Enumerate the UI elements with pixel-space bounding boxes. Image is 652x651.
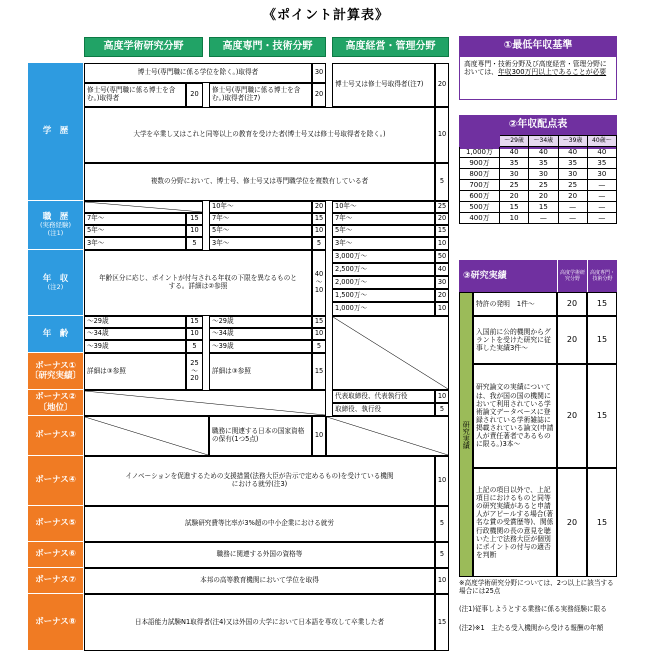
bonus2-pts: 10 (435, 390, 449, 403)
panel3-side: 研究実績 (459, 292, 473, 577)
panel2-title: ②年収配点表 (459, 115, 617, 135)
panel3-footnote: ※高度学術研究分野については、2つ以上に該当する場合には25点 (459, 579, 614, 595)
income-management-row: 2,000万〜 (332, 276, 435, 289)
age-technical-pts: 10 (312, 328, 326, 340)
category-experience: 職 歴 (実務経験) (注1) (28, 201, 83, 250)
income-management-row: 3,000万〜 (332, 250, 435, 263)
table-row: 400万 10 — — — (460, 213, 617, 224)
exp-management-row: 3年〜 (332, 237, 435, 250)
age-technical-row: 〜39歳 (209, 340, 312, 353)
note-1: (注1)従事しようとする業務に係る実務経験に限る (459, 605, 607, 613)
panel3-col2: 高度専門・技術分野 (587, 260, 617, 292)
income-table: 〜29歳 〜34歳 〜39歳 40歳〜 1,000万 40 40 40 40 900万 35 35 35 35 800万 30 30 30 30 700万 25 25 25 — 600万 20 20 20 — 500万 15 15 — — 400万 10 — — — (459, 135, 617, 224)
research-pts-technical: 15 (587, 316, 617, 364)
exp-technical-pts: 15 (312, 213, 326, 225)
panel1-title: ①最低年収基準 (459, 36, 617, 56)
income-points-range: 40 〜 10 (312, 250, 326, 316)
category-age: 年 齢 (28, 316, 83, 353)
edu-master-technical-points: 20 (312, 83, 326, 107)
exp-management-pts: 15 (435, 225, 449, 237)
bonus3-text: 職務に関連する日本の国家資格の保有(1つ5点) (209, 416, 312, 456)
research-pts-academic: 20 (557, 468, 587, 577)
bonus3-management-empty (326, 416, 449, 456)
category-bonus6: ボーナス⑥ (28, 542, 83, 568)
category-bonus8: ボーナス⑧ (28, 594, 83, 651)
table-row: 500万 15 15 — — (460, 202, 617, 213)
table-row: 900万 35 35 35 35 (460, 158, 617, 169)
panel3-title: ③研究実績 (459, 260, 557, 292)
bonus2-row: 代表取締役、代表執行役 (332, 390, 435, 403)
age-academic-pts: 5 (186, 340, 203, 353)
income-management-pts: 20 (435, 289, 449, 302)
exp-academic-row: 3年〜 (84, 237, 186, 250)
age-technical-row: 〜34歳 (209, 328, 312, 340)
exp-technical-row: 3年〜 (209, 237, 312, 250)
header-management: 高度経営・管理分野 (332, 37, 449, 57)
exp-technical-row: 10年〜 (209, 201, 312, 213)
bonus5-text: 試験研究費等比率が3%超の中小企業における就労 (84, 506, 435, 542)
exp-technical-pts: 10 (312, 225, 326, 237)
bonus4-text: イノベーションを促進するための支援措置(法務大臣が告示で定めるもの)を受けている機関における就労(注3) (84, 456, 435, 506)
exp-academic-row: 5年〜 (84, 225, 186, 237)
bonus2-empty (84, 390, 326, 416)
bonus1-academic-points: 25 〜 20 (186, 353, 203, 390)
exp-academic-pts: 5 (186, 237, 203, 250)
edu-master-academic-points: 20 (186, 83, 203, 107)
table-row: 1,000万 40 40 40 40 (460, 147, 617, 158)
bonus8-points: 15 (435, 594, 449, 651)
edu-master-technical: 修士号(専門職に係る博士を含む。)取得者(注7) (209, 83, 312, 107)
category-bonus7: ボーナス⑦ (28, 568, 83, 594)
research-item: 特許の発明 1件〜 (473, 292, 557, 316)
bonus2-pts: 5 (435, 403, 449, 416)
category-bonus2: ボーナス② 〔地位〕 (28, 390, 83, 416)
bonus3-points: 10 (312, 416, 326, 456)
exp-management-pts: 25 (435, 201, 449, 213)
research-pts-technical: 15 (587, 468, 617, 577)
income-management-row: 1,500万〜 (332, 289, 435, 302)
bonus5-points: 5 (435, 506, 449, 542)
age-academic-pts: 10 (186, 328, 203, 340)
header-technical: 高度専門・技術分野 (209, 37, 326, 57)
exp-academic-pts: 10 (186, 225, 203, 237)
category-bonus1: ボーナス① 〔研究実績〕 (28, 353, 83, 390)
research-pts-academic: 20 (557, 316, 587, 364)
category-bonus5: ボーナス⑤ (28, 506, 83, 542)
age-academic-row: 〜34歳 (84, 328, 186, 340)
income-management-pts: 30 (435, 276, 449, 289)
research-pts-technical: 15 (587, 292, 617, 316)
bonus8-text: 日本語能力試験N1取得者(注4)又は外国の大学において日本語を専攻して卒業した者 (84, 594, 435, 651)
age-technical-pts: 5 (312, 340, 326, 353)
income-description: 年齢区分に応じ、ポイントが付与される年収の下限を異なるものとする。詳細は②参照 (84, 250, 312, 316)
category-bonus4: ボーナス④ (28, 456, 83, 506)
edu-doctor-points: 30 (312, 63, 326, 83)
exp-technical-row: 5年〜 (209, 225, 312, 237)
exp-academic-pts: 15 (186, 213, 203, 225)
bonus1-technical-points: 15 (312, 353, 326, 390)
exp-academic-row: 7年〜 (84, 213, 186, 225)
age-management-empty (332, 316, 449, 390)
exp-management-row: 5年〜 (332, 225, 435, 237)
age-technical-row: 〜29歳 (209, 316, 312, 328)
age-technical-pts: 15 (312, 316, 326, 328)
research-item: 研究論文の実績については、我が国の国の機関において利用されている学術論文データベースに登録されている学術雑誌に掲載されている論文(申請人が責任著者であるものに限る。)3本〜 (473, 364, 557, 468)
note-2: (注2)※1 主たる受入機関から受ける報酬の年額 (459, 624, 604, 632)
edu-multi-points: 5 (435, 163, 449, 201)
panel3-col1: 高度学術研究分野 (557, 260, 587, 292)
table-row: 800万 30 30 30 30 (460, 169, 617, 180)
edu-bachelor: 大学を卒業し又はこれと同等以上の教育を受けた者(博士号又は修士号取得者を除く。) (84, 107, 435, 163)
income-management-pts: 50 (435, 250, 449, 263)
income-management-row: 2,500万〜 (332, 263, 435, 276)
category-bonus3: ボーナス③ (28, 416, 83, 456)
exp-technical-pts: 20 (312, 201, 326, 213)
exp-management-row: 10年〜 (332, 201, 435, 213)
research-item: 上記の項目以外で、上記項目におけるものと同等の研究実績があると申請人がアピールする場合(著名な賞の受賞歴等)、関係行政機関の長の意見を聴いた上で法務大臣が個別にポイントの付与の適否を判断 (473, 468, 557, 577)
exp-management-pts: 10 (435, 237, 449, 250)
bonus3-academic-empty (84, 416, 209, 456)
research-pts-technical: 15 (587, 364, 617, 468)
table-row: 600万 20 20 20 — (460, 191, 617, 202)
exp-management-row: 7年〜 (332, 213, 435, 225)
edu-bachelor-points: 10 (435, 107, 449, 163)
edu-master-academic: 修士号(専門職に係る博士を含む。)取得者 (84, 83, 186, 107)
edu-multi: 複数の分野において、博士号、修士号又は専門職学位を複数有している者 (84, 163, 435, 201)
age-academic-pts: 15 (186, 316, 203, 328)
age-academic-row: 〜29歳 (84, 316, 186, 328)
income-management-pts: 40 (435, 263, 449, 276)
exp-technical-pts: 5 (312, 237, 326, 250)
edu-management-points: 20 (435, 63, 449, 107)
income-management-pts: 10 (435, 302, 449, 316)
research-pts-academic: 20 (557, 292, 587, 316)
research-pts-academic: 20 (557, 364, 587, 468)
edu-management: 博士号又は修士号取得者(注7) (332, 63, 435, 107)
bonus7-text: 本邦の高等教育機関において学位を取得 (84, 568, 435, 594)
exp-management-pts: 20 (435, 213, 449, 225)
bonus1-technical-text: 詳細は③参照 (209, 353, 312, 390)
bonus2-row: 取締役、執行役 (332, 403, 435, 416)
bonus7-points: 10 (435, 568, 449, 594)
category-income: 年 収 (注2) (28, 250, 83, 316)
page-title: 《ポイント計算表》 (262, 8, 389, 23)
bonus4-points: 10 (435, 456, 449, 506)
bonus6-points: 5 (435, 542, 449, 568)
age-academic-row: 〜39歳 (84, 340, 186, 353)
header-academic: 高度学術研究分野 (84, 37, 203, 57)
panel1-body: 高度専門・技術分野及び高度経営・管理分野においては、年収300万円以上であることが必要 (459, 56, 617, 100)
table-row: 700万 25 25 25 — (460, 180, 617, 191)
bonus6-text: 職務に関連する外国の資格等 (84, 542, 435, 568)
income-management-row: 1,000万〜 (332, 302, 435, 316)
edu-doctor-label: 博士号(専門職に係る学位を除く。)取得者 (84, 63, 312, 83)
exp-academic-empty (84, 201, 203, 213)
research-item: 入国前に公的機関からグラントを受けた研究に従事した実績3件〜 (473, 316, 557, 364)
exp-technical-row: 7年〜 (209, 213, 312, 225)
bonus1-academic-text: 詳細は③参照 (84, 353, 186, 390)
category-education: 学 歴 (28, 63, 83, 201)
